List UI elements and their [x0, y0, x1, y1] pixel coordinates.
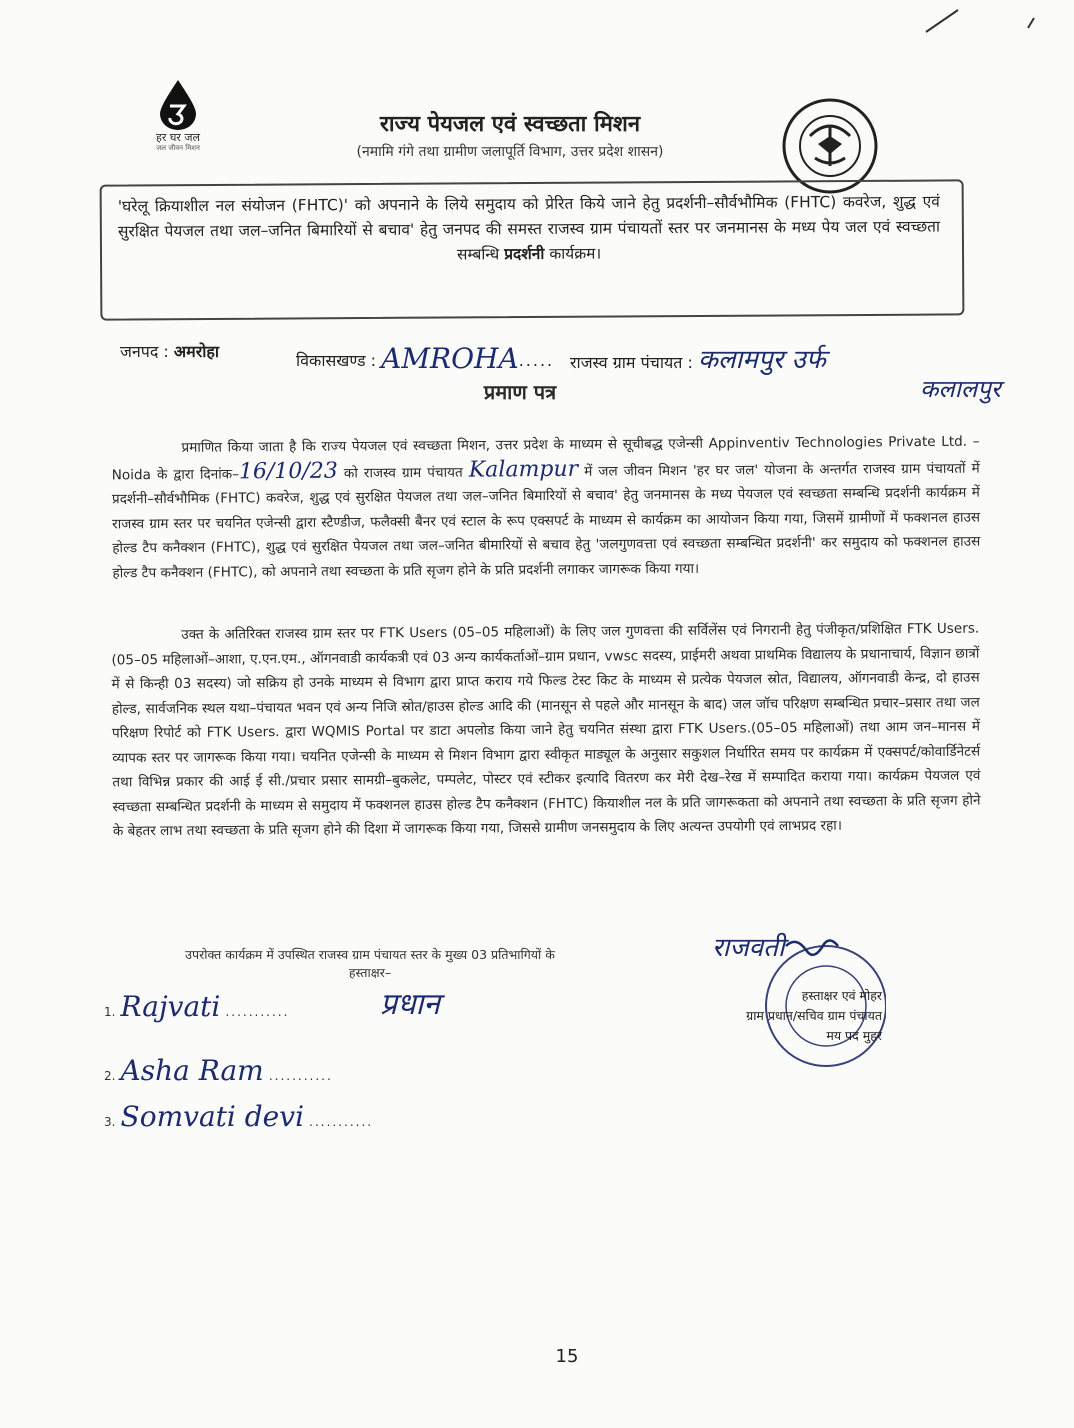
har-ghar-jal-logo: [118, 78, 238, 168]
gp-field: [570, 340, 826, 376]
stamp-line3: मय पद मुहर: [826, 1028, 882, 1043]
signature-num: 1.: [104, 1005, 116, 1019]
janpad-value: अमरोहा: [173, 342, 220, 361]
signature-num: 3.: [104, 1115, 116, 1129]
gp-value: कलामपुर उर्फ: [697, 345, 826, 375]
subject-end: कार्यक्रम।: [549, 244, 602, 263]
para1-c: में जल जीवन मिशन 'हर घर जल' योजना के अन्तर्गत राजस्व ग्राम पंचायतों में प्रदर्शनी–सौर्वभौमिक (FHTC) कवरेज, शुद्ध एवं सुरक्षित पेयजल तथा जल–जनित बिमारियों से बचाव' हेतु जनमानस के मध्य पेयजल एवं स्वच्छता सम्बन्धि प्रदर्शनी कार्यक्रम में राजस्व ग्राम स्तर पर चयनित एजेन्सी द्वारा स्टैण्डीज, फलैक्सी बैनर एवं स्टाल के रूप एक्सपर्ट के माध्यम से कार्यक्रम का आयोजन किया गया, जिसमें ग्रामीणों में फक्शनल हाउस होल्ड टैप कनैक्शन (FHTC), शुद्ध एवं सुरक्षित पेयजल तथा जल–जनित बीमारियों से बचाव हेतु 'जलगुणवत्ता एवं स्वच्छता सम्बन्धित प्रदर्शनी' कर समुदाय को फक्शनल हाउस होल्ड टैप कनैक्शन (FHTC), को अपनाने तथा स्वच्छता के प्रति सृजग होने के प्रति प्रदर्शनी लगाकर जागरूक किया गया।: [111, 460, 981, 581]
signatures-intro: [110, 946, 630, 982]
janpad-label: जनपद :: [120, 342, 169, 361]
subject-body: 'घरेलू क्रियाशील नल संयोजन (FHTC)' को अपनाने के लिये समुदाय को प्रेरित किये जाने हेतु प्रदर्शनी–सौर्वभौमिक (FHTC) कवरेज, शुद्ध एवं सुरक्षित पेयजल तथा जल–जनित बिमारियों से बचाव' हेतु जनपद की समस्त राजस्व ग्राम पंचायतों स्तर पर जनमानस के मध्य पेय जल एवं स्वच्छता सम्बन्धि: [117, 192, 941, 264]
gp-label: राजस्व ग्राम पंचायत :: [570, 353, 693, 372]
page-number: 15: [555, 1346, 579, 1367]
signature-3: [104, 1100, 373, 1133]
block-value: AMROHA: [381, 342, 519, 375]
signature-dots: ...........: [309, 1115, 374, 1129]
signature-2: [104, 1054, 333, 1087]
subject-text: [118, 189, 940, 269]
stamp-text: [672, 986, 882, 1046]
header-title: राज्य पेयजल एवं स्वच्छता मिशन: [379, 112, 641, 137]
pen-mark: [918, 4, 1038, 34]
logo-caption: हर घर जल: [156, 131, 200, 144]
signature-1: [104, 990, 289, 1023]
signature-dots: ...........: [225, 1005, 290, 1019]
signatures-intro-line1: उपरोक्त कार्यक्रम में उपस्थित राजस्व ग्राम पंचायत स्तर के मुख्य 03 प्रतिभागियों के: [185, 947, 555, 962]
para1-village: Kalampur: [468, 456, 579, 483]
signature-num: 2.: [104, 1069, 116, 1083]
block-label: विकासखण्ड :: [296, 351, 377, 370]
paragraph-1: [111, 430, 980, 586]
stamp-line2: ग्राम प्रधान/सचिव ग्राम पंचायत: [746, 1008, 882, 1023]
signature-name: Rajvati: [120, 990, 221, 1023]
para1-date: 16/10/23: [238, 458, 338, 484]
water-drop-icon: [158, 78, 198, 130]
para1-b: को राजस्व ग्राम पंचायत: [337, 464, 469, 482]
block-field: विकासखण्ड : AMROHA.....: [296, 342, 555, 375]
para1-a: प्रमाणित किया जाता है कि राज्य पेयजल एवं स्वच्छता मिशन, उत्तर प्रदेश के माध्यम से सूचीबद्ध एजेन्सी Appinventiv Technologies Private Ltd. – Noida के द्वारा दिनांक–: [111, 433, 980, 483]
signature-name: Somvati devi: [120, 1100, 305, 1133]
subject-bold: प्रदर्शनी: [504, 244, 545, 264]
signature-1-role: प्रधान: [380, 987, 440, 1022]
header-subtitle: (नमामि गंगे तथा ग्रामीण जलापूर्ति विभाग, उत्तर प्रदेश शासन): [356, 144, 664, 160]
para2-text: उक्त के अतिरिक्त राजस्व ग्राम स्तर पर FTK Users (05–05 महिलाओं) के लिए जल गुणवत्ता की सर्विलेंस एवं निगरानी हेतु पंजीकृत/प्रशिक्षित FTK Users.(05–05 महिलाओं–आशा, ए.एन.एम., ऑगनवाडी कार्यकत्री एवं 03 अन्य कार्यकर्ताओं–ग्राम प्रधान, vwsc सदस्य, प्राईमरी अथवा प्राथमिक विद्यालय के प्रधानाचार्य, विज्ञान छात्रों में से किन्ही 03 सदस्य) जो सक्रिय हो उनके माध्यम से विभाग द्वारा प्राप्त कराय गये फिल्ड टेस्ट किट के माध्यम से प्रत्येक पेयजल स्रोत, विद्यालय, ऑगनवाडी केन्द्र, दो हाउस होल्ड, सार्वजनिक स्थल यथा–पंचायत भवन एवं अन्य निजि स्रोत/हाउस होल्ड आदि की (मानसून से पहले और मानसून के बाद) जल जॉच परिक्षण सम्बन्धित प्रचार–प्रसार तथा जल परिक्षण रिपोर्ट को FTK Users. द्वारा WQMIS Portal पर डाटा अपलोड किया जाने हेतु चयनित संस्था द्वारा FTK Users.(05–05 महिलाओं) तथा आम जन–मानस में व्यापक स्तर पर जागरूक किया गया। चयनित एजेन्सी के माध्यम से मिशन विभाग द्वारा स्वीकृत माड्यूल के अनुसार सकुशल निर्धारित समय पर कार्यक्रम में एक्सपर्ट/कोवार्डिनेटर्स तथा विभिन्न प्रकार की आई ई सी./प्रचार प्रसार सामग्री–बुकलेट, पम्पलेट, पोस्टर एवं स्टीकर इत्यादि वितरण कर मेरी देख–रेख में सम्पादित कराया गया। कार्यक्रम पेयजल एवं स्वच्छता सम्बन्धित प्रदर्शनी के माध्यम से समुदाय में फक्शनल हाउस होल्ड टैप कनैक्शन (FHTC) कियाशील नल के प्रति जागरूकता को अपनाने तथा स्वच्छता के प्रति सृजग होने के बेहतर लाभ तथा स्वच्छता के प्रति सृजग होने की दिशा में जागरूक किया गया, जिससे ग्रामीण जनसमुदाय के लिए अत्यन्त उपयोगी एवं लाभप्रद रहा।: [111, 620, 981, 840]
paragraph-2: [111, 617, 981, 844]
certificate-title: प्रमाण पत्र: [483, 380, 557, 404]
signatures-intro-line2: हस्ताक्षर–: [348, 965, 392, 980]
signature-dots: ...........: [268, 1069, 333, 1083]
stamp-line1: हस्ताक्षर एवं मोहर: [801, 988, 882, 1003]
janpad-field: [120, 340, 219, 362]
gp-alt-value: कलालपुर: [920, 375, 1001, 403]
signature-name: Asha Ram: [120, 1054, 264, 1087]
stamp-signature: राजवती: [712, 933, 785, 963]
logo-subcaption: जल जीवन मिशन: [156, 144, 200, 152]
